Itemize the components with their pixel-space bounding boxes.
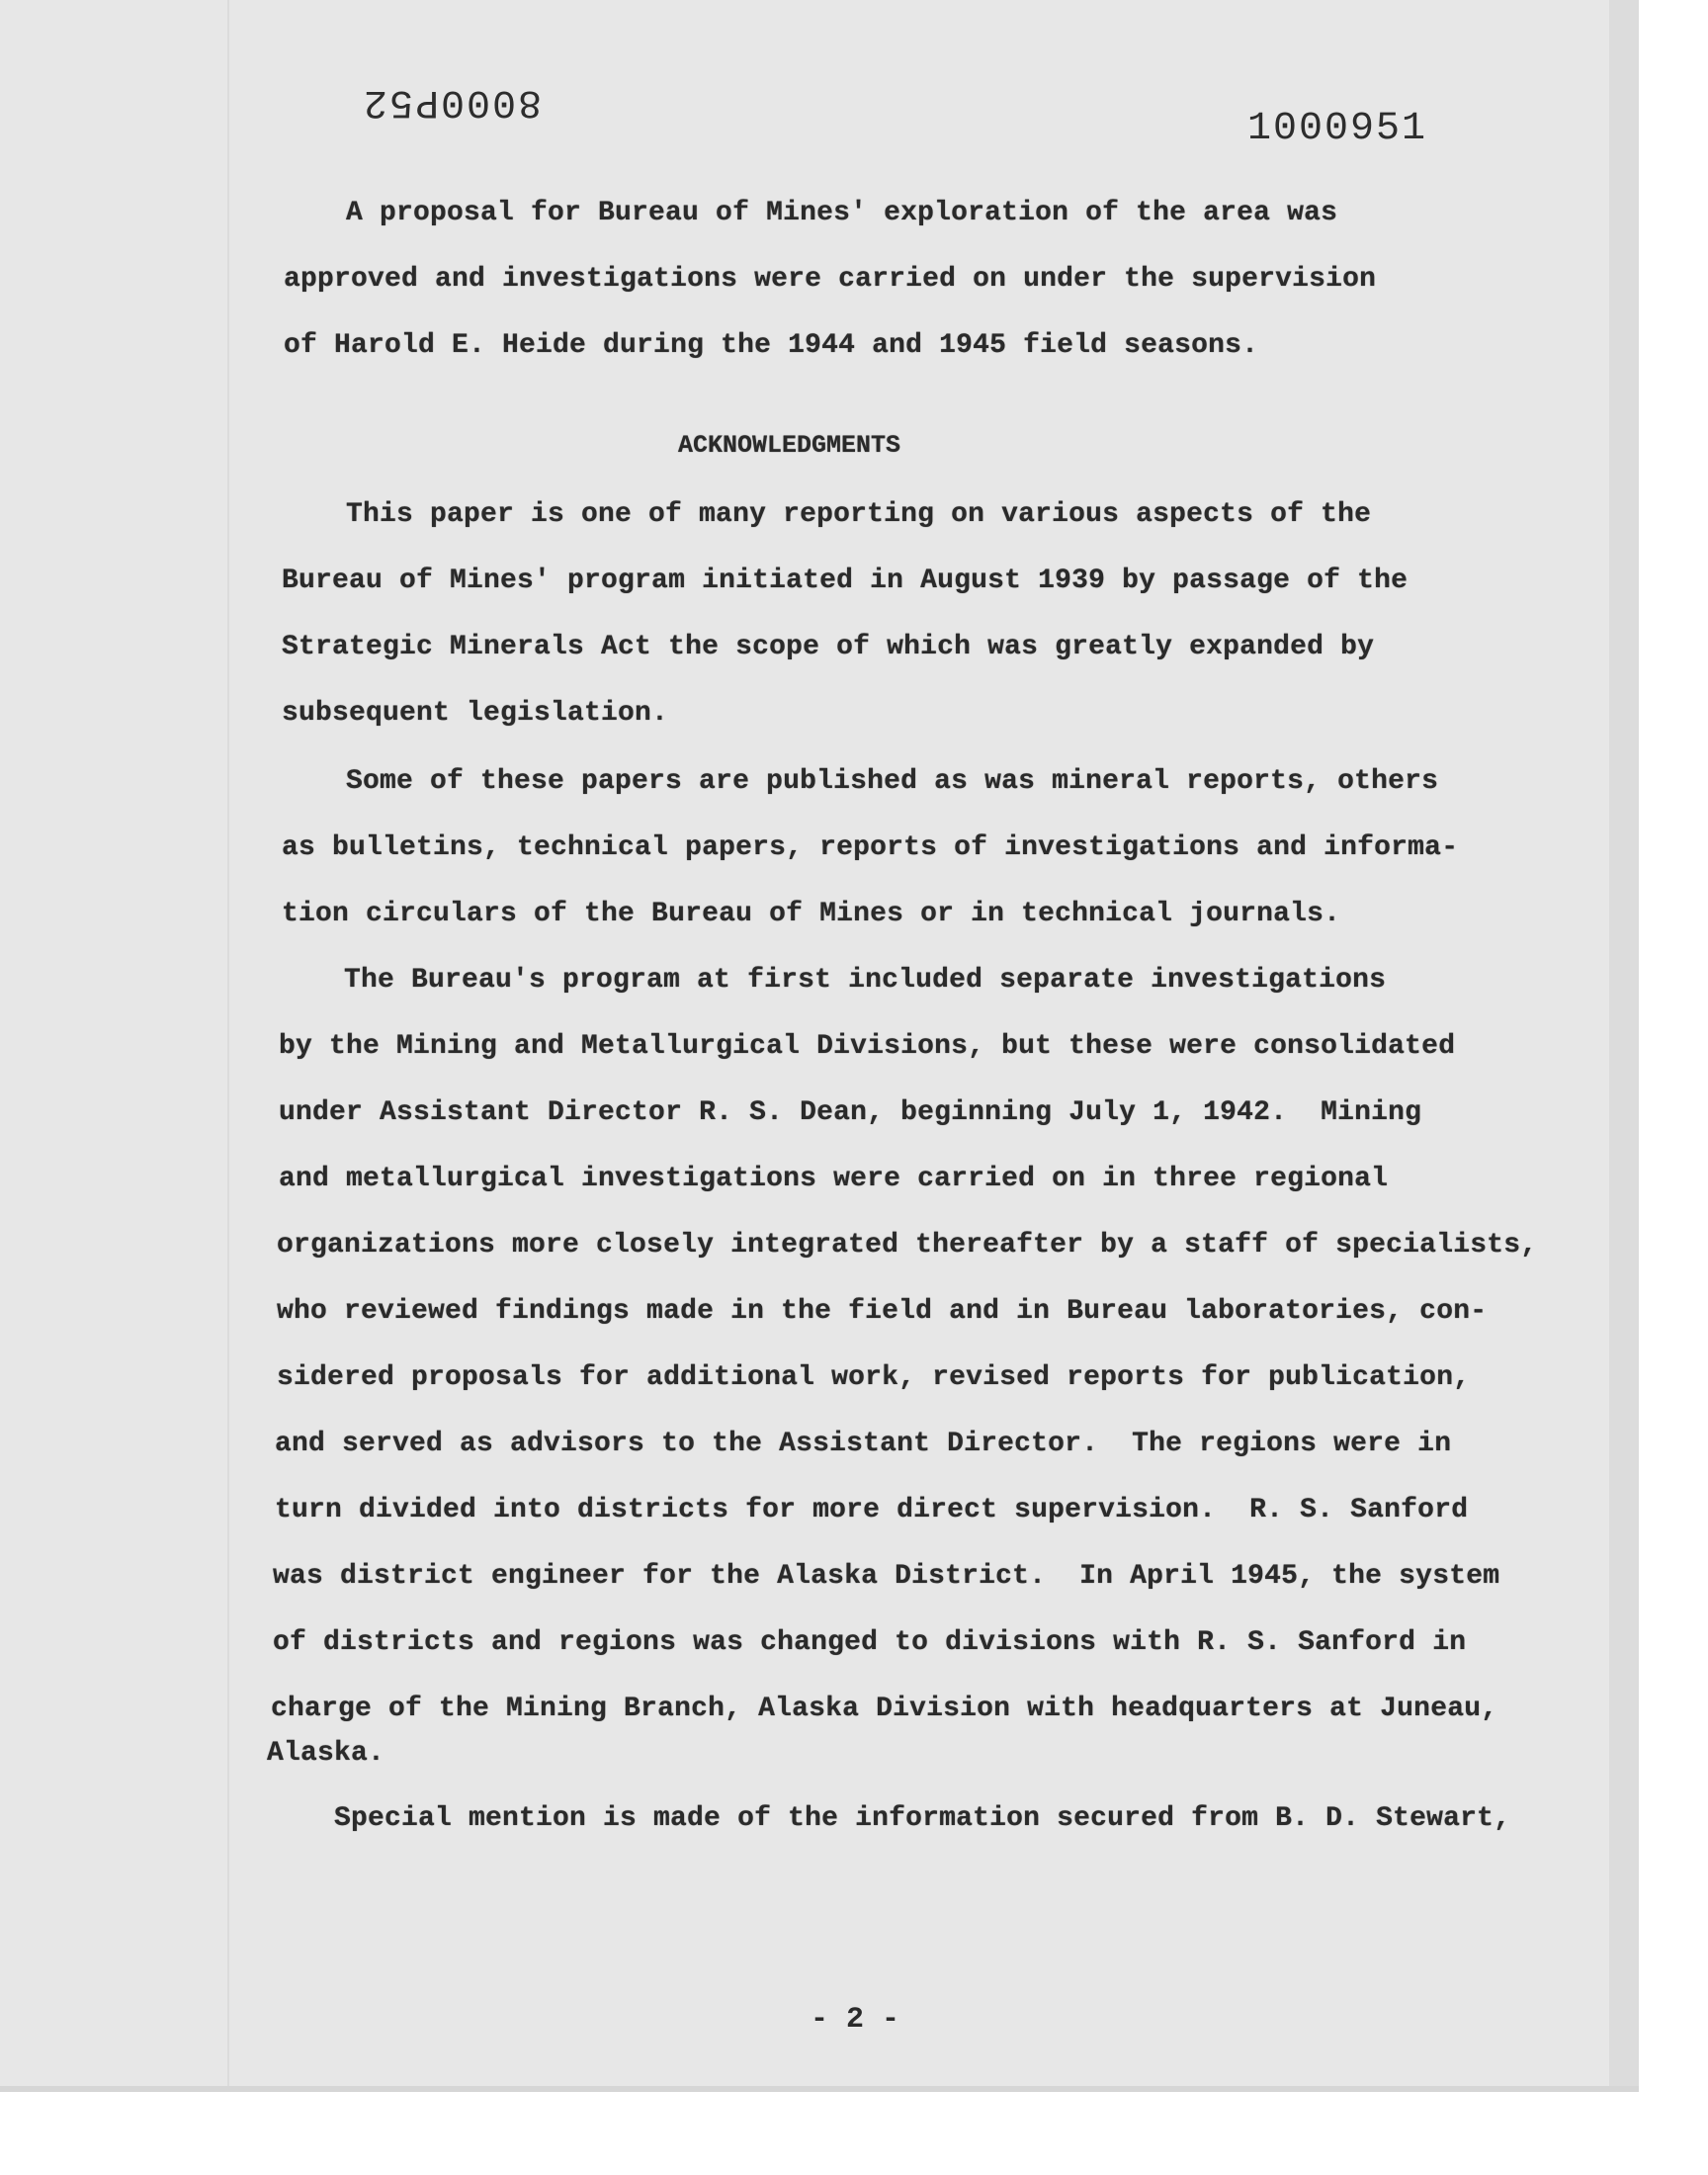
- page-number: - 2 -: [811, 2003, 900, 2037]
- intro-line-2: approved and investigations were carried on under the supervision: [284, 264, 1377, 295]
- para3-line-4: and metallurgical investigations were carried on in three regional: [279, 1164, 1389, 1194]
- intro-line-3: of Harold E. Heide during the 1944 and 1945 field seasons.: [284, 330, 1259, 361]
- page-fold-line: [227, 0, 229, 2092]
- para3-line-9: turn divided into districts for more direct supervision. R. S. Sanford: [275, 1495, 1469, 1525]
- para1-line-4: subsequent legislation.: [282, 698, 669, 729]
- para2-line-3: tion circulars of the Bureau of Mines or in technical journals.: [282, 899, 1341, 929]
- document-stamp-left: 8000P52: [362, 79, 543, 124]
- para3-line-2: by the Mining and Metallurgical Divisions, but these were consolidated: [279, 1031, 1456, 1062]
- para1-line-1: This paper is one of many reporting on various aspects of the: [346, 499, 1372, 530]
- section-heading: ACKNOWLEDGMENTS: [678, 431, 901, 460]
- page-bottom-edge: [0, 2086, 1639, 2092]
- para1-line-3: Strategic Minerals Act the scope of which was greatly expanded by: [282, 632, 1375, 662]
- para1-line-2: Bureau of Mines' program initiated in August 1939 by passage of the: [282, 566, 1409, 596]
- para2-line-1: Some of these papers are published as was mineral reports, others: [346, 766, 1439, 797]
- page-edge-shadow: [1609, 0, 1639, 2092]
- para3-line-10: was district engineer for the Alaska District. In April 1945, the system: [273, 1561, 1500, 1592]
- intro-line-1: A proposal for Bureau of Mines' exploration of the area was: [346, 198, 1338, 228]
- para3-line-5: organizations more closely integrated thereafter by a staff of specialists,: [277, 1230, 1538, 1261]
- para3-line-6: who reviewed findings made in the field and in Bureau laboratories, con-: [277, 1296, 1488, 1327]
- para3-line-12: charge of the Mining Branch, Alaska Division with headquarters at Juneau,: [271, 1694, 1498, 1724]
- para3-line-8: and served as advisors to the Assistant Director. The regions were in: [275, 1429, 1452, 1459]
- para3-line-7: sidered proposals for additional work, revised reports for publication,: [277, 1362, 1471, 1393]
- para2-line-2: as bulletins, technical papers, reports of investigations and informa-: [282, 832, 1459, 863]
- para3-line-3: under Assistant Director R. S. Dean, beginning July 1, 1942. Mining: [279, 1097, 1422, 1128]
- para3-line-13: Alaska.: [267, 1738, 385, 1769]
- para3-line-11: of districts and regions was changed to divisions with R. S. Sanford in: [273, 1627, 1467, 1658]
- document-stamp-right: 1000951: [1247, 107, 1428, 151]
- para4-line-1: Special mention is made of the information secured from B. D. Stewart,: [334, 1803, 1511, 1834]
- para3-line-1: The Bureau's program at first included separate investigations: [344, 965, 1387, 996]
